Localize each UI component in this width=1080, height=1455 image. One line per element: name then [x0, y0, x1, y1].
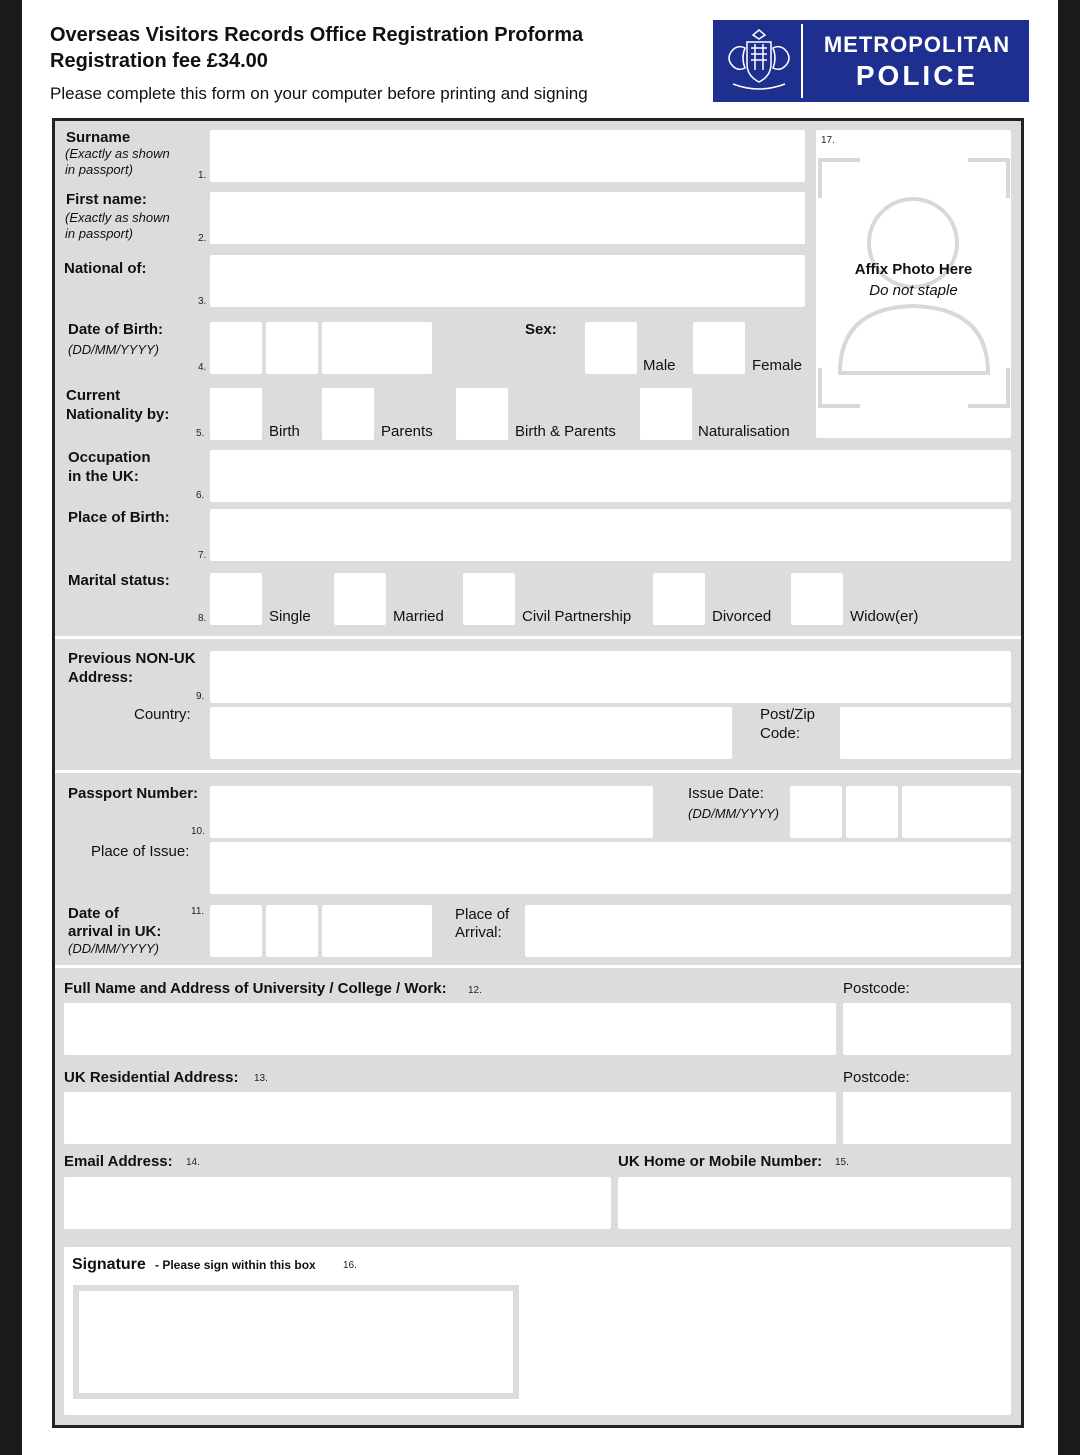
met-police-logo	[713, 20, 1029, 102]
national-of-label: National of:	[64, 260, 147, 277]
occupation-label: Occupation	[68, 449, 151, 466]
field-number: 14.	[186, 1157, 200, 1168]
arrival-day-input[interactable]	[210, 905, 262, 957]
nationality-birth-parents-label: Birth & Parents	[515, 423, 616, 440]
arrival-year-input[interactable]	[322, 905, 432, 957]
place-of-arrival-label: Place of	[455, 906, 510, 923]
section-divider	[55, 965, 1021, 968]
uk-address-label: UK Residential Address:	[64, 1069, 239, 1086]
field-number: 9.	[196, 691, 205, 702]
place-of-birth-input[interactable]	[210, 509, 1011, 561]
signature-label: Signature	[72, 1256, 146, 1273]
uk-address-input[interactable]	[64, 1092, 836, 1144]
sex-female-label: Female	[752, 357, 803, 374]
section-divider	[55, 636, 1021, 639]
occupation-input[interactable]	[210, 450, 1011, 502]
marital-married-checkbox[interactable]	[334, 573, 386, 625]
photo-note: Do not staple	[869, 282, 958, 299]
phone-input[interactable]	[618, 1177, 1011, 1229]
surname-input[interactable]	[210, 130, 805, 182]
form-title: Overseas Visitors Records Office Registration Proforma	[50, 24, 584, 46]
field-number: 17.	[821, 135, 835, 146]
marital-civil-partnership-label: Civil Partnership	[522, 608, 632, 625]
national-of-input[interactable]	[210, 255, 805, 307]
logo-text-police: POLICE	[855, 60, 979, 91]
dob-day-input[interactable]	[210, 322, 262, 374]
signature-box[interactable]	[73, 1285, 519, 1399]
passport-number-label: Passport Number:	[68, 785, 199, 802]
field-number: 12.	[468, 985, 482, 996]
issue-date-label: Issue Date:	[688, 785, 764, 802]
place-of-issue-input[interactable]	[210, 842, 1011, 894]
dob-label: Date of Birth:	[68, 321, 163, 338]
surname-note: in passport)	[65, 162, 133, 177]
field-number: 13.	[254, 1073, 268, 1084]
nationality-parents-label: Parents	[381, 423, 433, 440]
field-number: 6.	[196, 490, 205, 501]
marital-married-label: Married	[393, 608, 444, 625]
email-label: Email Address:	[64, 1153, 173, 1170]
logo-text-metropolitan: METROPOLITAN	[823, 32, 1011, 57]
university-label: Full Name and Address of University / College / Work:	[64, 980, 447, 997]
photo-title: Affix Photo Here	[854, 261, 973, 278]
surname-note: (Exactly as shown	[65, 146, 170, 161]
country-input[interactable]	[210, 707, 732, 759]
nationality-by-label: Nationality by:	[66, 406, 170, 423]
field-number: 2.	[198, 233, 207, 244]
postzip-label: Code:	[760, 725, 801, 742]
prev-address-label: Previous NON-UK	[68, 650, 196, 667]
signature-note: - Please sign within this box	[155, 1258, 316, 1272]
uk-postcode-label: Postcode:	[843, 1069, 910, 1086]
sex-male-checkbox[interactable]	[585, 322, 637, 374]
section-divider	[55, 770, 1021, 773]
field-number: 7.	[198, 550, 207, 561]
sex-label: Sex:	[525, 321, 557, 338]
university-postcode-label: Postcode:	[843, 980, 910, 997]
nationality-birth-label: Birth	[269, 423, 300, 440]
issue-month-input[interactable]	[846, 786, 898, 838]
dob-year-input[interactable]	[322, 322, 432, 374]
field-number: 3.	[198, 296, 207, 307]
surname-label: Surname	[66, 129, 131, 146]
field-number: 8.	[198, 613, 207, 624]
issue-date-note: (DD/MM/YYYY)	[688, 806, 779, 821]
occupation-label: in the UK:	[68, 468, 139, 485]
field-number: 11.	[191, 906, 205, 917]
nationality-birth-checkbox[interactable]	[210, 388, 262, 440]
nationality-by-label: Current	[66, 387, 121, 404]
nationality-naturalisation-checkbox[interactable]	[640, 388, 692, 440]
registration-fee: Registration fee £34.00	[50, 50, 268, 72]
field-number: 4.	[198, 362, 207, 373]
marital-widower-checkbox[interactable]	[791, 573, 843, 625]
marital-divorced-label: Divorced	[712, 608, 772, 625]
field-number: 1.	[198, 170, 207, 181]
place-of-birth-label: Place of Birth:	[68, 509, 170, 526]
place-of-arrival-label: Arrival:	[455, 924, 502, 941]
field-number: 15.	[835, 1157, 849, 1168]
arrival-month-input[interactable]	[266, 905, 318, 957]
marital-civil-partnership-checkbox[interactable]	[463, 573, 515, 625]
nationality-parents-checkbox[interactable]	[322, 388, 374, 440]
field-number: 16.	[343, 1260, 357, 1271]
passport-number-input[interactable]	[210, 786, 653, 838]
dob-month-input[interactable]	[266, 322, 318, 374]
issue-year-input[interactable]	[902, 786, 1011, 838]
marital-single-checkbox[interactable]	[210, 573, 262, 625]
email-input[interactable]	[64, 1177, 611, 1229]
prev-address-input[interactable]	[210, 651, 1011, 703]
first-name-note: in passport)	[65, 226, 133, 241]
postzip-label: Post/Zip	[760, 706, 816, 723]
first-name-note: (Exactly as shown	[65, 210, 170, 225]
first-name-input[interactable]	[210, 192, 805, 244]
university-address-input[interactable]	[64, 1003, 836, 1055]
field-number: 5.	[196, 428, 205, 439]
postzip-input[interactable]	[840, 707, 1011, 759]
prev-address-label: Address:	[68, 669, 134, 686]
crest-icon	[717, 24, 803, 98]
field-number: 10.	[191, 826, 205, 837]
country-label: Country:	[134, 706, 191, 723]
uk-postcode-input[interactable]	[843, 1092, 1011, 1144]
marital-status-label: Marital status:	[68, 572, 170, 589]
arrival-date-note: (DD/MM/YYYY)	[68, 941, 159, 956]
sex-male-label: Male	[643, 357, 676, 374]
sex-female-checkbox[interactable]	[693, 322, 745, 374]
form-instructions: Please complete this form on your computer before printing and signing	[50, 84, 588, 103]
place-of-arrival-input[interactable]	[525, 905, 1011, 957]
nationality-birth-parents-checkbox[interactable]	[456, 388, 508, 440]
issue-day-input[interactable]	[790, 786, 842, 838]
dob-note: (DD/MM/YYYY)	[68, 342, 159, 357]
marital-widower-label: Widow(er)	[850, 608, 919, 625]
place-of-issue-label: Place of Issue:	[91, 843, 190, 860]
phone-label: UK Home or Mobile Number:	[618, 1153, 823, 1170]
nationality-naturalisation-label: Naturalisation	[698, 423, 790, 440]
marital-divorced-checkbox[interactable]	[653, 573, 705, 625]
arrival-date-label: Date of	[68, 905, 119, 922]
first-name-label: First name:	[66, 191, 147, 208]
marital-single-label: Single	[269, 608, 311, 625]
university-postcode-input[interactable]	[843, 1003, 1011, 1055]
arrival-date-label: arrival in UK:	[68, 923, 162, 940]
